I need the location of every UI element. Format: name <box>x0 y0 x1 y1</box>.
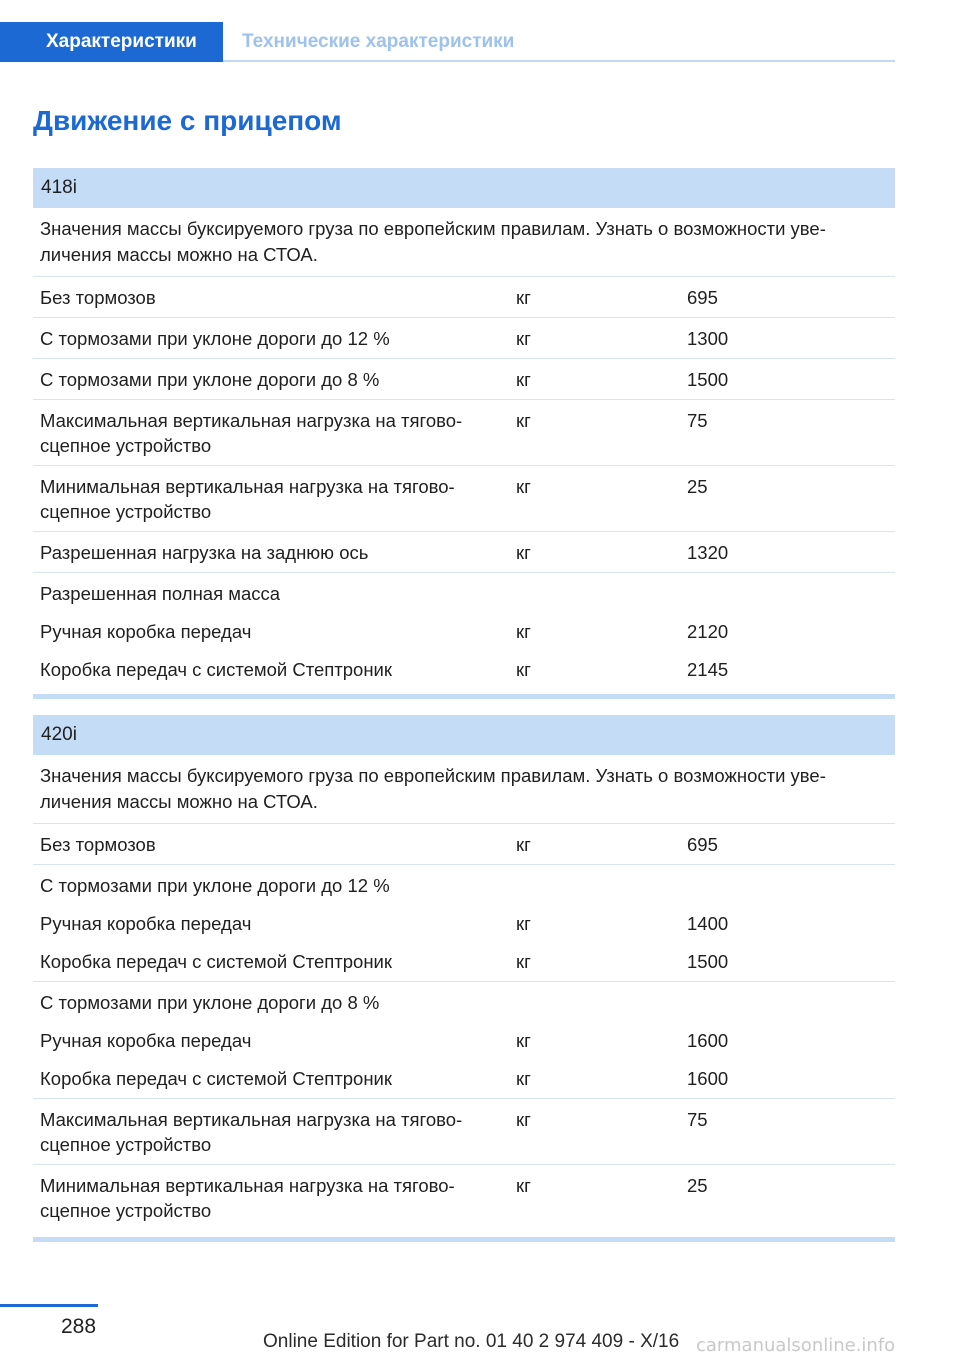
row-value <box>687 581 895 606</box>
row-value: 695 <box>687 287 718 308</box>
row-value: 1500 <box>687 951 729 972</box>
spec-table-420i <box>33 715 895 1242</box>
table-row <box>33 611 895 649</box>
row-value: 695 <box>687 834 718 855</box>
row-unit: кг <box>516 913 531 934</box>
table-header-model: 420i <box>33 715 895 755</box>
table-row <box>33 1020 895 1058</box>
table-row <box>33 649 895 687</box>
row-label: С тормозами при уклоне дороги до 12 % <box>40 875 390 896</box>
table-row <box>33 466 895 532</box>
row-label: Максимальная вертикальная нагрузка на тягово-сцепное устройство <box>40 410 463 456</box>
row-value: 1400 <box>687 913 729 934</box>
table-row <box>33 532 895 573</box>
table-row <box>33 903 895 941</box>
table-end-bar <box>33 1237 895 1242</box>
page-number: 288 <box>61 1315 97 1338</box>
row-unit: кг <box>516 1030 531 1051</box>
table-row <box>33 824 895 865</box>
row-value: 1600 <box>687 1030 729 1051</box>
page-title: Движение с прицепом <box>33 105 342 136</box>
table-row <box>33 1058 895 1099</box>
tab-technical-specs[interactable]: Технические характеристики <box>242 31 515 52</box>
table-note: Значения массы буксируемого груза по европейским правилам. Узнать о возможности уве-личения массы можно на СТОА. <box>33 208 895 277</box>
row-value: 1320 <box>687 542 729 563</box>
row-label: С тормозами при уклоне дороги до 12 % <box>40 328 390 349</box>
row-value: 25 <box>687 1175 708 1196</box>
table-end-bar <box>33 694 895 699</box>
table-row <box>33 1165 895 1230</box>
row-value: 1300 <box>687 328 729 349</box>
row-unit: кг <box>516 951 531 972</box>
row-label: С тормозами при уклоне дороги до 8 % <box>40 369 380 390</box>
row-label: Коробка передач с системой Стептроник <box>40 951 392 972</box>
row-label: Максимальная вертикальная нагрузка на тягово-сцепное устройство <box>40 1109 463 1155</box>
table-row <box>33 400 895 466</box>
row-unit: кг <box>516 659 531 680</box>
table-row <box>33 1099 895 1165</box>
row-unit: кг <box>516 542 531 563</box>
row-value: 2120 <box>687 621 729 642</box>
row-unit: кг <box>516 410 531 431</box>
row-label: Разрешенная нагрузка на заднюю ось <box>40 542 369 563</box>
footer-accent-line <box>0 1304 98 1307</box>
row-label: Разрешенная полная масса <box>40 583 281 604</box>
row-label: Ручная коробка передач <box>40 1030 252 1051</box>
row-value <box>687 990 895 1015</box>
row-unit: кг <box>516 369 531 390</box>
row-label: С тормозами при уклоне дороги до 8 % <box>40 992 380 1013</box>
table-row <box>33 318 895 359</box>
row-unit: кг <box>516 1175 531 1196</box>
row-unit: кг <box>516 328 531 349</box>
table-row <box>33 359 895 400</box>
row-label: Ручная коробка передач <box>40 913 252 934</box>
row-label: Без тормозов <box>40 834 156 855</box>
table-header-model: 418i <box>33 168 895 208</box>
row-label: Коробка передач с системой Стептроник <box>40 1068 392 1089</box>
row-label: Минимальная вертикальная нагрузка на тягово-сцепное устройство <box>40 1175 455 1221</box>
row-value: 75 <box>687 1109 708 1130</box>
spec-table-418i <box>33 168 895 699</box>
row-unit: кг <box>516 621 531 642</box>
row-label: Минимальная вертикальная нагрузка на тягово-сцепное устройство <box>40 476 455 522</box>
row-value: 2145 <box>687 659 729 680</box>
row-label: Коробка передач с системой Стептроник <box>40 659 392 680</box>
header-bar <box>0 22 895 62</box>
table-row-group-heading <box>33 982 895 1020</box>
table-row <box>33 277 895 318</box>
row-value: 1600 <box>687 1068 729 1089</box>
row-unit <box>513 581 687 606</box>
row-unit: кг <box>516 834 531 855</box>
row-value: 75 <box>687 410 708 431</box>
row-unit <box>513 873 687 898</box>
watermark: carmanualsonline.info <box>696 1335 896 1356</box>
table-row-group-heading <box>33 865 895 903</box>
table-row <box>33 941 895 982</box>
row-label: Ручная коробка передач <box>40 621 252 642</box>
edition-info: Online Edition for Part no. 01 40 2 974 409 - X/16 <box>263 1331 680 1352</box>
row-value: 1500 <box>687 369 729 390</box>
table-note: Значения массы буксируемого груза по европейским правилам. Узнать о возможности уве-личения массы можно на СТОА. <box>33 755 895 824</box>
header-divider <box>223 60 895 62</box>
row-unit: кг <box>516 1068 531 1089</box>
row-label: Без тормозов <box>40 287 156 308</box>
tab-characteristics[interactable]: Характеристики <box>0 22 223 62</box>
table-row-group-heading <box>33 573 895 611</box>
row-unit: кг <box>516 476 531 497</box>
row-unit: кг <box>516 1109 531 1130</box>
row-unit: кг <box>516 287 531 308</box>
row-value <box>687 873 895 898</box>
row-value: 25 <box>687 476 708 497</box>
row-unit <box>513 990 687 1015</box>
